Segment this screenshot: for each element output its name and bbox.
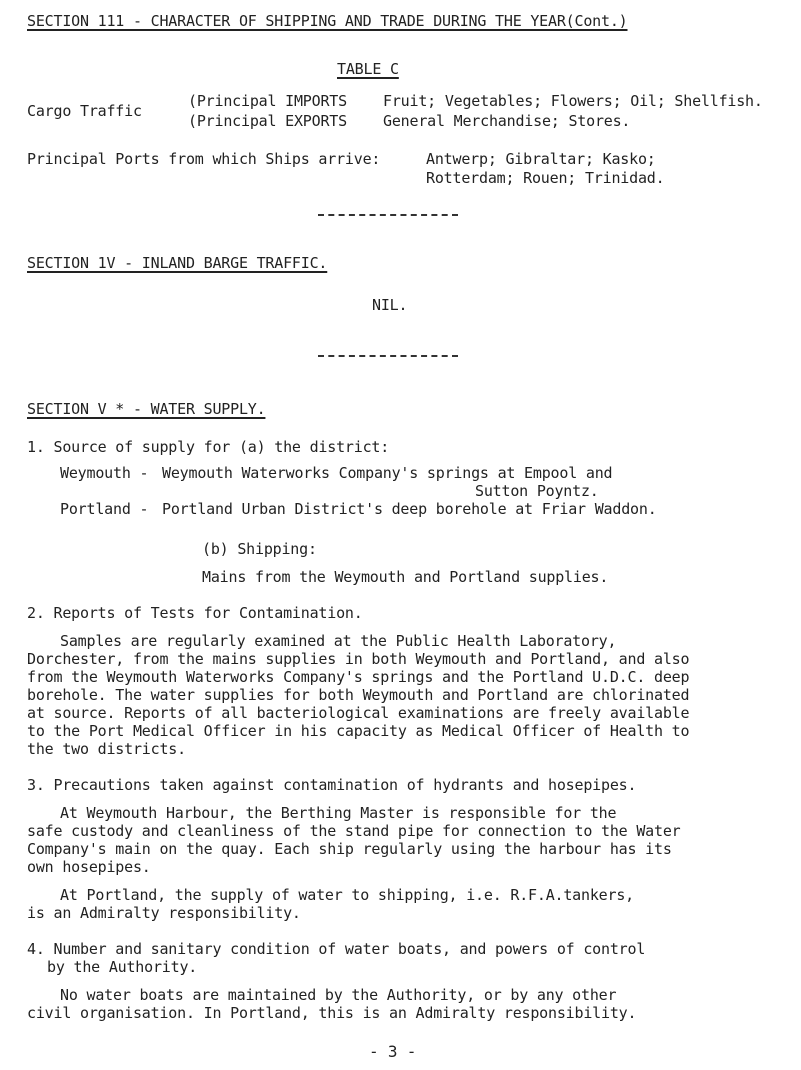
item-3-line: At Portland, the supply of water to shipping, i.e. R.F.A.tankers, xyxy=(60,886,634,904)
ports-line-2: Rotterdam; Rouen; Trinidad. xyxy=(426,169,665,187)
weymouth-line-1: Weymouth Waterworks Company's springs at Empool and xyxy=(162,464,613,482)
item-2-line: Samples are regularly examined at the Public Health Laboratory, xyxy=(60,632,617,650)
separator-dashes xyxy=(318,214,458,216)
section-5-heading: SECTION V * - WATER SUPPLY. xyxy=(27,400,266,418)
item-2-line: from the Weymouth Waterworks Company's springs and the Portland U.D.C. deep xyxy=(27,668,690,686)
item-3-line: At Weymouth Harbour, the Berthing Master is responsible for the xyxy=(60,804,617,822)
cargo-traffic-label: Cargo Traffic xyxy=(27,102,142,120)
item-4-line: civil organisation. In Portland, this is an Admiralty responsibility. xyxy=(27,1004,637,1022)
item-3-line: Company's main on the quay. Each ship regularly using the harbour has its xyxy=(27,840,672,858)
item-4-line: No water boats are maintained by the Authority, or by any other xyxy=(60,986,617,1004)
ports-label: Principal Ports from which Ships arrive: xyxy=(27,150,381,168)
item-3-line: is an Admiralty responsibility. xyxy=(27,904,301,922)
item-2-line: borehole. The water supplies for both Weymouth and Portland are chlorinated xyxy=(27,686,690,704)
item-4-title: 4. Number and sanitary condition of water boats, and powers of control xyxy=(27,940,646,958)
item-1-title: 1. Source of supply for (a) the district: xyxy=(27,438,390,456)
separator-dashes xyxy=(318,355,458,357)
weymouth-label: Weymouth - xyxy=(60,464,149,482)
imports-label: (Principal IMPORTS xyxy=(188,92,347,110)
item-3-line: safe custody and cleanliness of the stand pipe for connection to the Water xyxy=(27,822,681,840)
shipping-label: (b) Shipping: xyxy=(202,540,317,558)
page-number: - 3 - xyxy=(369,1042,417,1061)
portland-text: Portland Urban District's deep borehole at Friar Waddon. xyxy=(162,500,657,518)
shipping-text: Mains from the Weymouth and Portland supplies. xyxy=(202,568,609,586)
imports-value: Fruit; Vegetables; Flowers; Oil; Shellfish. xyxy=(383,92,763,110)
item-2-line: to the Port Medical Officer in his capacity as Medical Officer of Health to xyxy=(27,722,690,740)
exports-label: (Principal EXPORTS xyxy=(188,112,347,130)
table-c-label: TABLE C xyxy=(337,60,399,78)
item-3-line: own hosepipes. xyxy=(27,858,151,876)
ports-line-1: Antwerp; Gibraltar; Kasko; xyxy=(426,150,656,168)
item-4-title-cont: by the Authority. xyxy=(47,958,198,976)
item-2-line: the two districts. xyxy=(27,740,186,758)
portland-label: Portland - xyxy=(60,500,149,518)
section-3-title: SECTION 111 - CHARACTER OF SHIPPING AND TRADE DURING THE YEAR(Cont.) xyxy=(27,12,628,30)
exports-value: General Merchandise; Stores. xyxy=(383,112,631,130)
item-2-title: 2. Reports of Tests for Contamination. xyxy=(27,604,363,622)
item-3-title: 3. Precautions taken against contamination of hydrants and hosepipes. xyxy=(27,776,637,794)
item-2-line: at source. Reports of all bacteriological examinations are freely available xyxy=(27,704,690,722)
weymouth-line-2: Sutton Poyntz. xyxy=(475,482,599,500)
section-4-nil: NIL. xyxy=(372,296,408,314)
section-4-heading: SECTION 1V - INLAND BARGE TRAFFIC. xyxy=(27,254,328,272)
item-2-line: Dorchester, from the mains supplies in both Weymouth and Portland, and also xyxy=(27,650,690,668)
